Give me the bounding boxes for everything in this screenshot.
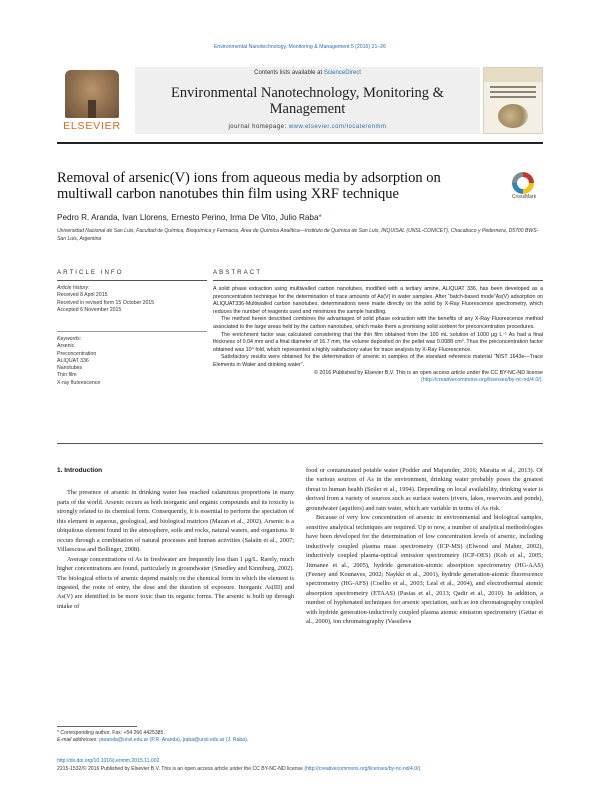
doi-link[interactable]: http://dx.doi.org/10.1016/j.enmm.2015.11.002 [57, 758, 160, 764]
crossmark-label: CrossMark [511, 194, 537, 200]
abstract-heading: ABSTRACT [213, 269, 263, 276]
keyword: Arsenic [57, 343, 75, 350]
crossmark-icon [512, 172, 534, 194]
history-received: Received 8 April 2015 [57, 292, 108, 299]
corresponding-author-note: * Corresponding author. Fax: +54 266 4425385. [57, 730, 165, 736]
corresponding-author-mark[interactable]: * [318, 213, 322, 222]
sciencedirect-link[interactable]: ScienceDirect [323, 70, 361, 76]
elsevier-logo[interactable] [57, 70, 127, 132]
abstract-end-rule [57, 443, 543, 444]
body-paragraph: food or contaminated potable water (Podder and Majumder, 2016; Maratta et al., 2013). Of the various sources of As in the environment, drinking water probably poses the greatest threat to human health (Seiler et al., 1994). Depending on local availability, drinking water is derived from a variety of sources such as surface waters (rivers, lakes, reservoirs and ponds), groundwater (aquifers) and rain water, which are variable in terms of As risk. [306, 467, 543, 512]
elsevier-wordmark: ELSEVIER [63, 120, 121, 132]
keywords [57, 336, 207, 387]
abstract-paragraph: The enrichment factor was calculated considering that the thin film obtained from the 100 mL solution of 1000 μg L⁻¹ As had a final thickness of 0.04 mm and a final diameter of 16.7 mm, the volume deposited on the pellet was 0.0088 cm³. Thus the preconcentration factor obtained was 10⁴ fold, which represented a highly satisfactory value for trace analysis by X-Ray Fluorescence. [213, 331, 543, 353]
section-heading: 1. Introduction [57, 467, 103, 474]
history-revised: Received in revised form 15 October 2015 [57, 299, 155, 306]
header-rule [57, 142, 543, 144]
abstract-body [213, 286, 543, 385]
footer-license [57, 766, 543, 774]
article-info-heading: ARTICLE INFO [57, 269, 124, 276]
body-paragraph: Because of very low concentration of arsenic in environmental and biological samples, sensitive analytical techniques are required. Up to now, a number of analytical methodologies have been developed for the determination of low concentration levels of arsenic, including inductively coupled plasma mass spectrometry (ICP-MS) (Elwood and Maher, 2002), inductively coupled plasma-optical emission spectrometry (ICP-OES) (Koh et al., 2005; Jitmanee et al., 2005), hydride generation-atomic absorption spectrometry (HG-AAS) (Feeney and Kounaves, 2002; Naykki et al., 2001), hydride generation-atomic fluorescence spectrometry (HG-AFS) (Coelho et al., 2003; Leal et al., 2004), and electrothermal atomic absorption spectrometry (ETAAS) (Pasias et al., 2013; Qadir et al., 2010). In addition, a number of hyphenated techniques for arsenic speciation, such as ion chromatography coupled with hydride generation-inductively coupled plasma atomic emission spectrometry (Gettar et al., 2000), ion chromatography (Vassileva [306, 514, 543, 626]
crossmark-button[interactable] [504, 172, 544, 202]
article-history [57, 285, 207, 314]
keyword: Preconcentration [57, 350, 97, 357]
article-title: Removal of arsenic(V) ions from aqueous media by adsorption on multiwall carbon nanotubes thin film using XRF technique [57, 170, 441, 202]
history-accepted: Accepted 6 November 2015 [57, 306, 122, 313]
cover-band [484, 68, 542, 82]
history-label: Article history: [57, 285, 90, 291]
elsevier-tree-icon [65, 70, 119, 118]
body-left-column [57, 466, 294, 611]
authors-text: Pedro R. Aranda, Ivan Llorens, Ernesto Perino, Irma De Vito, Julio Raba [57, 213, 319, 222]
body-paragraph: Average concentrations of As in freshwater are frequently less than 1 μg/L. Rarely, much higher concentrations are found, particularly in groundwater (Smedley and Kinniburg, 2002). The biological effects of arsenic depend mainly on the chemical form in which the element is ingested, the route of entry, the dose and the duration of exposure. Inorganic As(III) and As(V) are identified to be more toxic than its organic forms. The arsenic is built up through intake of [57, 555, 294, 610]
abstract-license-link[interactable] [213, 377, 543, 385]
footer-license-link[interactable]: (http://creativecommons.org/licenses/by-nc-nd/4.0/). [304, 765, 422, 772]
footer-license-text: 2215-1532/© 2016 Published by Elsevier B.V. This is an open access article under the CC BY-NC-ND license [57, 765, 305, 772]
contents-line [135, 70, 480, 76]
cover-title-lines [490, 86, 536, 101]
homepage-prefix: journal homepage: [228, 124, 289, 130]
article-info-divider [57, 331, 207, 332]
keywords-label: Keywords: [57, 336, 82, 342]
keyword: Thin film [57, 372, 77, 379]
journal-title: Environmental Nanotechnology, Monitoring & Management [171, 85, 444, 117]
email-label: E-mail addresses: [57, 737, 100, 744]
abstract-paragraph: A solid phase extraction using multiwalled carbon nanotubes, modified with a tertiary amine, ALIQUAT 336, has been developed as a preconcentration technique for the determination of trace amounts of As(V) in water samples. After “batch-based mode”As(V) adsorption on ALIQUAT336-Multiwalled carbon nanotubes, determinations were made directly on the solid by X-Ray Fluorescence spectrometry, which reduces the number of reagents used and minimizes the sample handling. [213, 286, 543, 315]
abstract-paragraph: Satisfactory results were obtained for the determination of arsenic in samples of the standard reference material “NIST 1643e—Trace Elements in Water and drinking water”. [213, 354, 543, 368]
email-addresses [57, 737, 294, 744]
keyword: ALIQUAT 336 [57, 357, 89, 364]
body-paragraph: The presence of arsenic in drinking water has reached calamitous proportions in many parts of the world. Arsenic occurs as both inorganic and organic compounds and its toxicity is strongly related to its chemical form. Consequently, it is essential to perform the speciation of this element in aqueous, geological, and biological matrices (Mazan et al., 2002). Arsenic is a ubiquitous element found in the atmosphere, soils and rocks, natural waters, and organisms. It occurs through a combination of natural processes and human activities (Salaün et al., 2007; Villaescusa and Bollinger, 2008). [57, 489, 294, 554]
abstract-paragraph: The method herein described combines the advantages of solid phase extraction with the benefits of any X-Ray Fluorescence method associated to the large areas held by the carbon nanotubes, which make them a promising solid sorbent for preconcentration procedures. [213, 316, 543, 330]
keyword: X-ray fluorescence [57, 379, 101, 386]
abstract-copyright: © 2016 Published by Elsevier B.V. This is an open access article under the CC BY-NC-ND license [314, 369, 543, 376]
footnote-rule [57, 726, 137, 727]
body-right-column [306, 466, 543, 627]
homepage-link[interactable]: www.elsevier.com/locate/enmm [288, 124, 387, 130]
contents-prefix: Contents lists available at [254, 70, 324, 76]
keyword: Nanotubes [57, 365, 83, 372]
footnote [57, 730, 294, 744]
abstract-rule [213, 280, 543, 281]
author-list [57, 213, 543, 222]
article-info-rule [57, 280, 207, 281]
journal-cover-icon[interactable] [483, 67, 543, 134]
page-footer [57, 758, 543, 773]
journal-homepage [135, 124, 480, 130]
email-links[interactable]: paranda@unsl.edu.ar (P.R. Aranda), jraba@unsl.edu.ar (J. Raba). [99, 737, 249, 744]
cover-art [498, 104, 528, 128]
affiliation: Universidad Nacional de San Luis, Facultad de Química, Bioquímica y Farmacia, Área de Química Analítica—Instituto de Química de San Luis, INQUISAL (UNSL-CONICET), Chacabuco y Pedernera, D5700 BWS-San Luis, Argentina [57, 228, 539, 242]
license-link[interactable]: (http://creativecommons.org/licenses/by-nc-nd/4.0/). [421, 377, 543, 384]
journal-citation[interactable]: Environmental Nanotechnology, Monitoring & Management 5 (2016) 21–26 [213, 44, 387, 50]
